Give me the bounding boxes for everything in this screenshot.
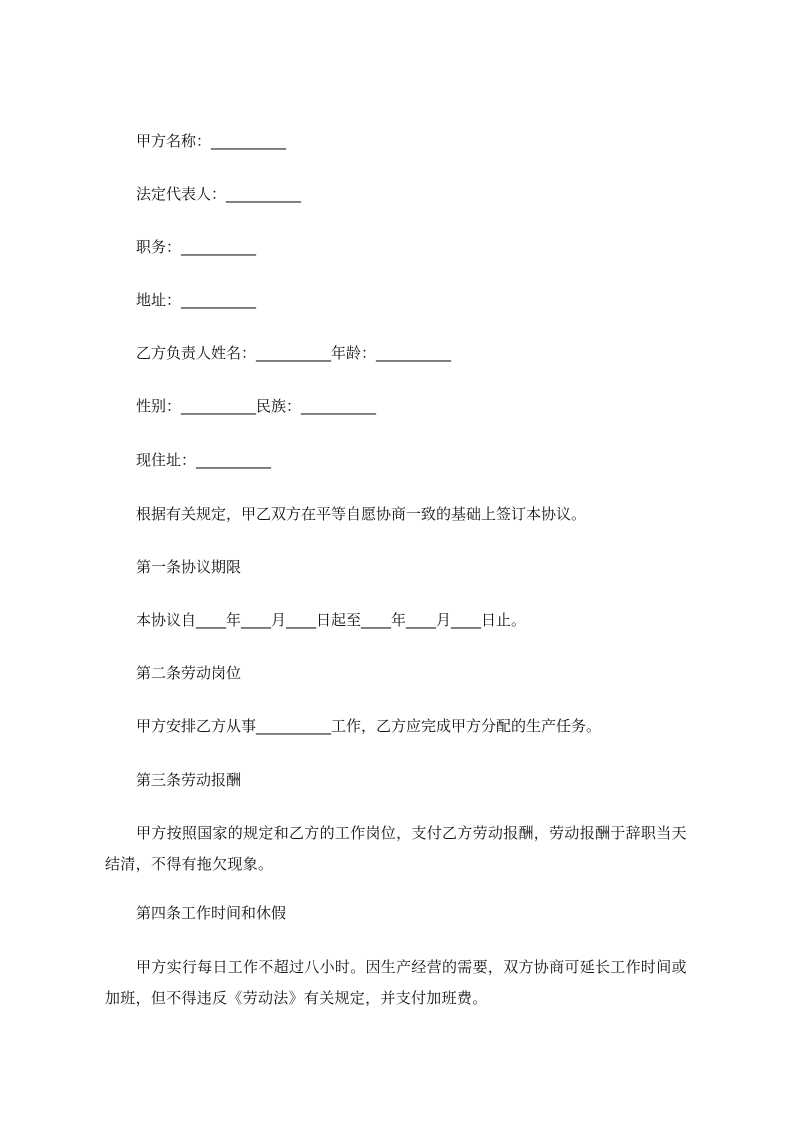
article-3-heading: 第三条劳动报酬 <box>136 771 242 789</box>
article-2-heading: 第二条劳动岗位 <box>136 664 242 682</box>
work-time-paragraph: 甲方实行每日工作不超过八小时。因生产经营的需要，双方协商可延长工作时间或加班，但不得违反《劳动法》有关规定，并支付加班费。 <box>105 958 687 1007</box>
current-address-field: 现住址：__________ <box>136 451 272 469</box>
party-a-name-field: 甲方名称：__________ <box>136 132 287 150</box>
party-b-name-age-field: 乙方负责人姓名：__________年龄：__________ <box>136 344 452 362</box>
agreement-term-text: 本协议自____年____月____日起至____年____月____日止。 <box>136 611 527 629</box>
article-4-heading: 第四条工作时间和休假 <box>136 904 287 922</box>
address-field: 地址：__________ <box>136 291 257 309</box>
article-1-heading: 第一条协议期限 <box>136 558 242 576</box>
remuneration-paragraph: 甲方按照国家的规定和乙方的工作岗位，支付乙方劳动报酬，劳动报酬于辞职当天结清，不得有拖欠现象。 <box>105 824 687 873</box>
gender-ethnicity-field: 性别：__________民族：__________ <box>136 397 377 415</box>
position-field: 职务：__________ <box>136 238 257 256</box>
job-position-text: 甲方安排乙方从事__________工作，乙方应完成甲方分配的生产任务。 <box>136 717 602 735</box>
legal-representative-field: 法定代表人：__________ <box>136 185 302 203</box>
preamble-text: 根据有关规定，甲乙双方在平等自愿协商一致的基础上签订本协议。 <box>136 505 587 523</box>
